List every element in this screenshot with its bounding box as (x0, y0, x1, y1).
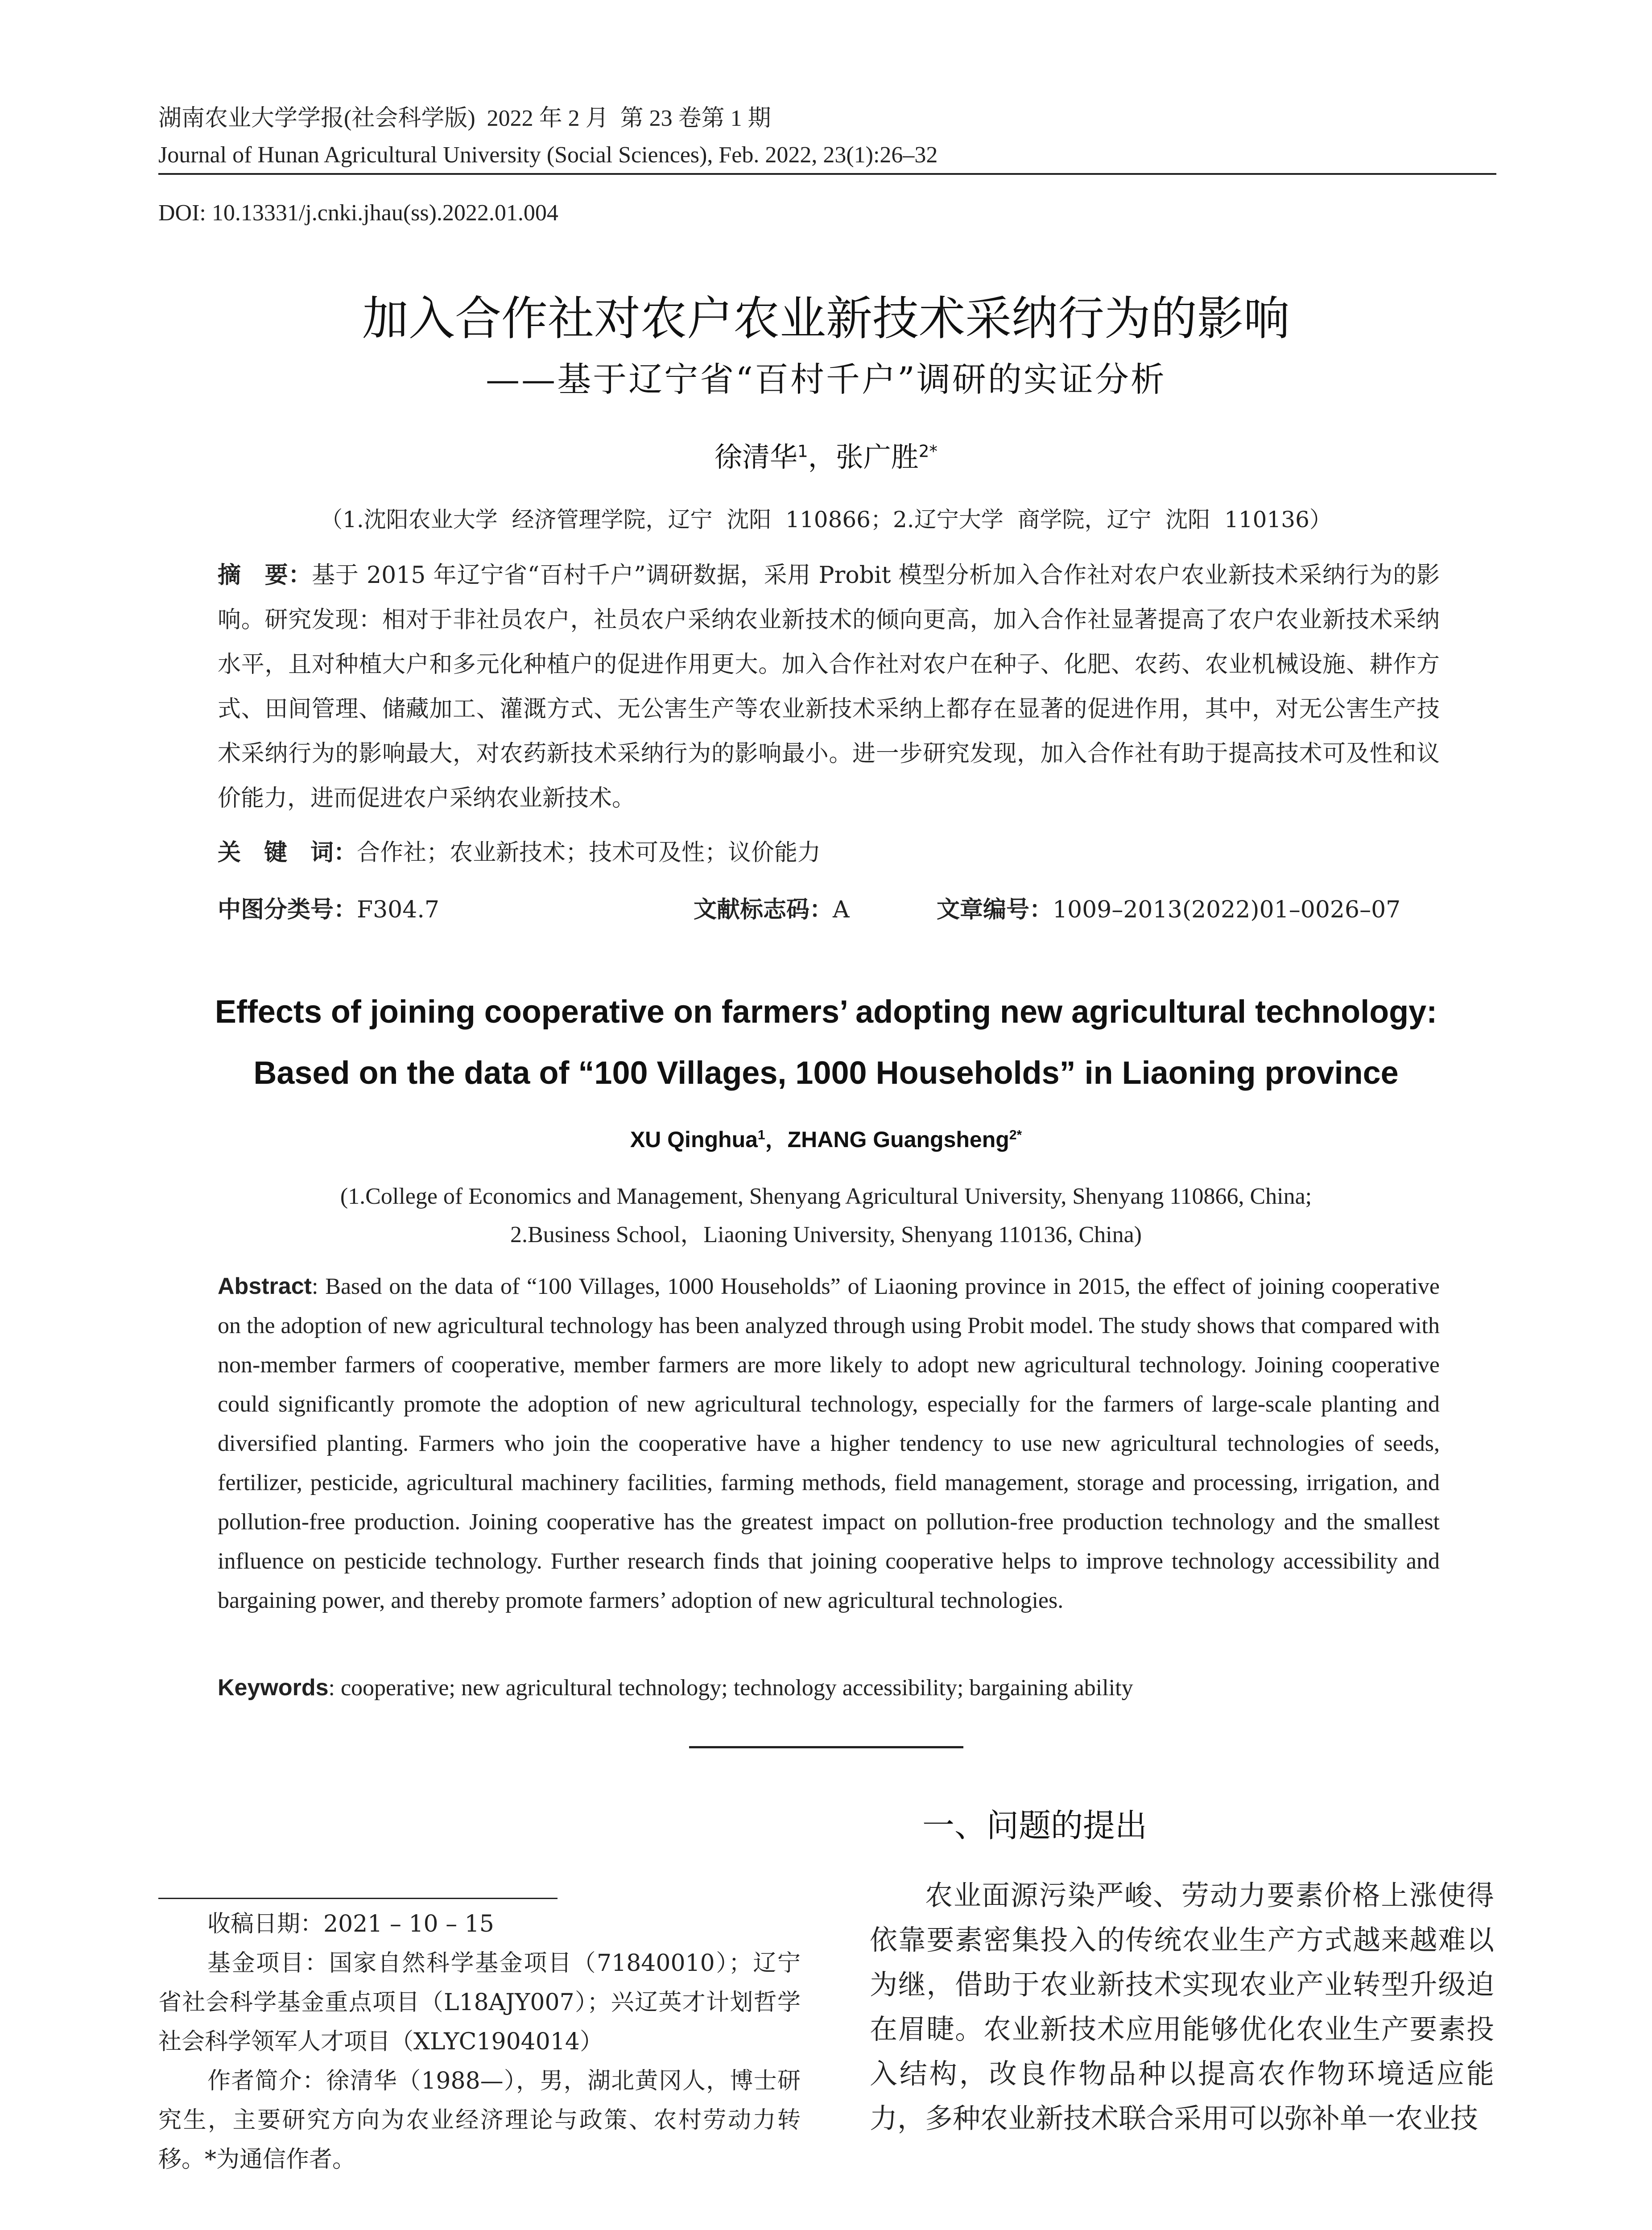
subtitle-cn: ——基于辽宁省“百村千户”调研的实证分析 (486, 359, 1166, 399)
footnote-received (158, 1904, 801, 1944)
abstract-cn (218, 553, 1440, 821)
title-en-line1 (0, 994, 1652, 1031)
footnote-fund (158, 1944, 801, 2061)
doi: DOI: 10.13331/j.cnki.jhau(ss).2022.01.004 (158, 200, 558, 226)
author-2: 张广胜 (835, 441, 919, 473)
title-en-line2-text: Based on the data of “100 Villages, 1000 Households” in Liaoning province (253, 1055, 1399, 1091)
abstract-cn-text: 基于 2015 年辽宁省“百村千户”调研数据，采用 Probit 模型分析加入合作社对农户农业新技术采纳行为的影响。研究发现：相对于非社员农户，社员农户采纳农业新技术的倾向更高，加入合作社显著提高了农户农业新技术采纳水平，且对种植大户和多元化种植户的促进作用更大。加入合作社对农户在种子、化肥、农药、农业机械设施、耕作方式、田间管理、储藏加工、灌溉方式、无公害生产等农业新技术采纳上都存在显著的促进作用，其中，对无公害生产技术采纳行为的影响最大，对农药新技术采纳行为的影响最小。进一步研究发现，加入合作社有助于提高技术可及性和议价能力，进而促进农户采纳农业新技术。 (218, 562, 1440, 812)
abstract-en-label: Abstract (218, 1273, 312, 1299)
journal-header-en: Journal of Hunan Agricultural University (Social Sciences), Feb. 2022, 23(1):26–32 (158, 142, 938, 168)
article-number (937, 888, 1400, 932)
keywords-en-text: : cooperative; new agricultural technology; technology accessibility; bargaining ability (328, 1675, 1133, 1701)
author-en-sep: ， (765, 1127, 788, 1152)
keywords-en-label: Keywords (218, 1675, 329, 1701)
title-en-line2 (0, 1055, 1652, 1092)
journal-header-cn: 湖南农业大学学报(社会科学版) 2022 年 2 月 第 23 卷第 1 期 (158, 106, 771, 131)
clc-value: F304.7 (357, 896, 439, 923)
abstract-en-text: : Based on the data of “100 Villages, 1000 Households” of Liaoning province in 2015, the effect of joining cooperative on the adoption of new agricultural technology has been analyzed through using Probit model. The study shows that compared with non-member farmers of cooperative, member farmers are more likely to adopt new agricultural technology. Joining cooperative could significantly promote the adoption of new agricultural technology, especially for the farmers of large-scale planting and diversified planting. Farmers who join the cooperative have a higher tendency to use new agricultural technologies of seeds, fertilizer, pesticide, agricultural machinery facilities, farming methods, field management, storage and processing, irrigation, and pollution-free production. Joining cooperative has the greatest impact on pollution-free production technology and the smallest influence on pesticide technology. Further research finds that joining cooperative helps to improve technology accessibility and bargaining power, and thereby promote farmers’ adoption of new agricultural technologies. (218, 1274, 1440, 1613)
authors-cn (0, 435, 1652, 475)
authors-en (0, 1122, 1652, 1154)
keywords-cn-label: 关 键 词： (218, 839, 357, 866)
author-sep: ， (808, 441, 836, 473)
article-number-label: 文章编号： (937, 896, 1053, 923)
affiliation-en-line1: (1.College of Economics and Management, Shenyang Agricultural University, Shenyang 110866, China; (340, 1184, 1312, 1209)
affiliation-cn: （1.沈阳农业大学 经济管理学院，辽宁 沈阳 110866；2.辽宁大学 商学院，辽宁 沈阳 110136） (320, 507, 1332, 533)
affiliation-en (0, 1177, 1652, 1254)
author-bio-value: 徐清华（1988—），男，湖北黄冈人，博士研究生，主要研究方向为农业经济理论与政策、农村劳动力转移。*为通信作者。 (158, 2068, 801, 2173)
header-rule (158, 173, 1496, 175)
author-2-affil: 2* (918, 441, 938, 461)
doc-code-value: A (833, 896, 850, 923)
doc-code (694, 888, 850, 932)
fund-value: 国家自然科学基金项目（71840010）；辽宁省社会科学基金重点项目（L18AJY007）；兴辽英才计划哲学社会科学领军人才项目（XLYC1904014） (158, 1950, 801, 2055)
doc-code-label: 文献标志码： (694, 896, 833, 923)
abstract-end-rule (689, 1746, 963, 1748)
title-en-line1-text: Effects of joining cooperative on farmers’ adopting new agricultural technology: (215, 994, 1437, 1030)
section-body: 农业面源污染严峻、劳动力要素价格上涨使得依靠要素密集投入的传统农业生产方式越来越难以为继，借助于农业新技术实现农业产业转型升级迫在眉睫。农业新技术应用能够优化农业生产要素投入结构，改良作物品种以提高农作物环境适应能力，多种农业新技术联合采用可以弥补单一农业技 (870, 1879, 1494, 2135)
author-en-1: XU Qinghua (630, 1127, 758, 1152)
section-heading: 一、问题的提出 (922, 1807, 1148, 1844)
received-value: 2021 – 10 – 15 (323, 1911, 494, 1937)
received-label: 收稿日期： (207, 1911, 324, 1937)
author-1: 徐清华 (714, 441, 798, 473)
author-en-2: ZHANG Guangsheng (787, 1127, 1009, 1152)
fund-label: 基金项目： (207, 1950, 329, 1977)
article-number-value: 1009–2013(2022)01–0026–07 (1053, 896, 1401, 923)
abstract-en (218, 1267, 1440, 1620)
author-bio-label: 作者简介： (207, 2068, 326, 2094)
title-cn: 加入合作社对农户农业新技术采纳行为的影响 (362, 291, 1290, 346)
footnotes (158, 1904, 801, 2179)
keywords-cn-text: 合作社；农业新技术；技术可及性；议价能力 (357, 839, 821, 866)
author-1-affil: 1 (797, 441, 808, 461)
footnote-author (158, 2061, 801, 2179)
clc-label: 中图分类号： (218, 896, 357, 923)
footnote-rule (158, 1898, 558, 1899)
abstract-cn-label: 摘 要： (218, 562, 312, 589)
keywords-cn (218, 830, 1440, 875)
author-en-2-affil: 2* (1009, 1127, 1022, 1143)
keywords-en (218, 1668, 1440, 1708)
author-en-1-affil: 1 (757, 1127, 765, 1143)
affiliation-en-line2: 2.Business School，Liaoning University, Shenyang 110136, China) (510, 1222, 1142, 1247)
